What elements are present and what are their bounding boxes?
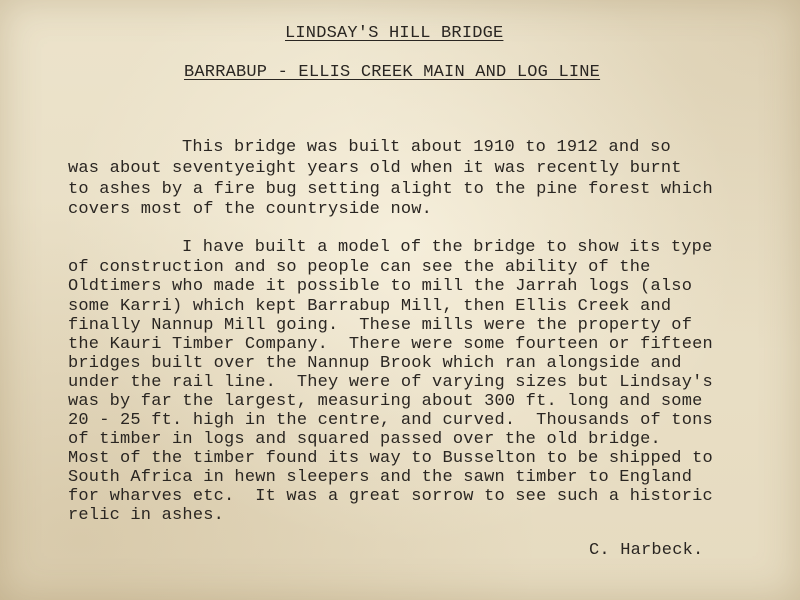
paragraph-2-line-7: bridges built over the Nannup Brook which ran alongside and <box>68 354 682 373</box>
document-title: LINDSAY'S HILL BRIDGE <box>285 24 504 43</box>
paragraph-2-line-8: under the rail line. They were of varying sizes but Lindsay's <box>68 373 713 392</box>
paragraph-1-line-2: was about seventyeight years old when it was recently burnt <box>68 159 682 178</box>
paragraph-2-line-12: Most of the timber found its way to Busselton to be shipped to <box>68 449 713 468</box>
paragraph-2-line-1: I have built a model of the bridge to show its type <box>182 238 713 257</box>
paragraph-1-line-1: This bridge was built about 1910 to 1912 and so <box>182 138 671 157</box>
paragraph-1-line-3: to ashes by a fire bug setting alight to the pine forest which <box>68 180 713 199</box>
paragraph-2-line-4: some Karri) which kept Barrabup Mill, then Ellis Creek and <box>68 297 672 316</box>
paragraph-2-line-3: Oldtimers who made it possible to mill the Jarrah logs (also <box>68 277 693 296</box>
paragraph-2-line-15: relic in ashes. <box>68 506 225 525</box>
paragraph-2-line-5: finally Nannup Mill going. These mills were the property of <box>68 316 693 335</box>
paragraph-1-line-4: covers most of the countryside now. <box>68 200 433 219</box>
paragraph-2-line-9: was by far the largest, measuring about 300 ft. long and some <box>68 392 703 411</box>
document-subtitle: BARRABUP - ELLIS CREEK MAIN AND LOG LINE <box>184 63 601 82</box>
paragraph-2-line-6: the Kauri Timber Company. There were some fourteen or fifteen <box>68 335 713 354</box>
paragraph-2-line-14: for wharves etc. It was a great sorrow to see such a historic <box>68 487 713 506</box>
paragraph-2-line-10: 20 - 25 ft. high in the centre, and curved. Thousands of tons <box>68 411 713 430</box>
paragraph-2-line-2: of construction and so people can see the ability of the <box>68 258 651 277</box>
paragraph-2-line-11: of timber in logs and squared passed over the old bridge. <box>68 430 661 449</box>
paragraph-2-line-13: South Africa in hewn sleepers and the sawn timber to England <box>68 468 693 487</box>
signature: C. Harbeck. <box>589 541 704 560</box>
